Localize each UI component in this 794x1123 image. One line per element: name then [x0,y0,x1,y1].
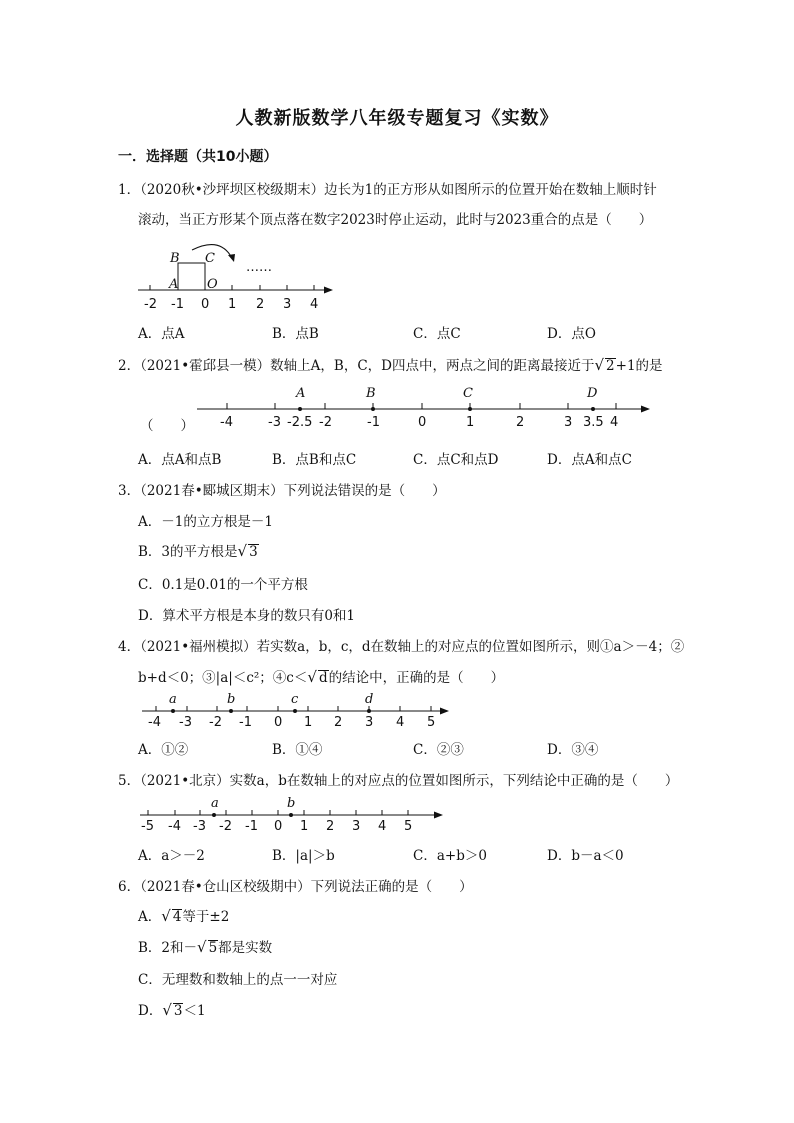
q5-tick-label: 4 [378,819,387,834]
q5-tick-label: 2 [326,819,335,834]
q1-label-O: O [207,277,218,292]
sqrt-icon: √ [594,356,605,374]
q6-option-b-label: B．2和－ [138,940,198,956]
q4-label-b: b [227,692,236,707]
q2-radicand: 2 [606,358,615,374]
q1-tick-label: -1 [171,297,184,312]
q5-tick-label: 0 [274,819,283,834]
q1-label-B: B [170,251,180,266]
q2-tick-label: -3 [268,415,281,430]
q1-square [178,263,205,290]
sqrt-icon: √ [162,1001,172,1019]
sqrt-icon: √ [197,938,207,956]
q2-tick-label: -1 [367,415,380,430]
q4-tick-label: 3 [365,715,374,730]
q1-tick-label: 3 [283,297,292,312]
q1-number-line-figure [130,238,340,313]
q2-tick-label: 3.5 [583,415,604,430]
sqrt-icon: √ [161,907,171,925]
q1-tick-label: 4 [310,297,319,312]
q4-label-a: a [169,692,177,707]
q2-option-a: A．点A和点B [138,452,222,468]
q4-option-a: A．①② [138,742,189,758]
q5-tick-label: -1 [245,819,258,834]
q4-radicand: d [318,670,328,686]
q4-number-line-figure [140,690,452,730]
q6-option-b-text: 都是实数 [218,940,273,956]
q4-tick-label: 5 [427,715,436,730]
q4-label-d: d [365,692,374,707]
q5-tick-label: -4 [168,819,181,834]
q5-option-b: B．|a|＞b [272,848,335,864]
q4-stem-line1: 4．（2021•福州模拟）若实数a，b，c，d在数轴上的对应点的位置如图所示，则①a＞－4；② [118,639,685,655]
q1-option-b: B．点B [272,326,319,342]
q1-tick-label: -2 [144,297,157,312]
page-title: 人教新版数学八年级专题复习《实数》 [235,108,559,129]
q2-option-d: D．点A和点C [547,452,632,468]
q5-tick-label: 5 [404,819,413,834]
q4-option-b: B．①④ [272,742,323,758]
q4-stem-line2-post: 的结论中，正确的是（ ） [328,670,505,686]
sqrt-icon: √ [237,542,248,560]
q4-point-a [171,709,175,713]
q4-option-d: D．③④ [547,742,599,758]
q4-tick-label: -4 [148,715,161,730]
q2-point-C [468,407,472,411]
q3-option-b-text: B．3的平方根是 [138,544,238,560]
q2-point-A [298,407,302,411]
q2-stem-after: +1的是 [615,358,663,374]
sqrt-icon: √ [307,668,317,686]
q3-stem: 3．（2021春•郾城区期末）下列说法错误的是（ ） [118,483,446,499]
q6-option-d [138,999,206,1019]
q3-option-c: C．0.1是0.01的一个平方根 [138,577,308,593]
q1-option-a: A．点A [138,326,185,342]
q5-tick-label: -2 [219,819,232,834]
q1-dots: …… [246,260,272,275]
q2-point-D [591,407,595,411]
q2-tick-label: -2.5 [287,415,313,430]
q1-stem-line2: 滚动，当正方形某个顶点落在数字2023时停止运动，此时与2023重合的点是（ ） [138,212,653,228]
q4-point-c [293,709,297,713]
q4-point-b [229,709,233,713]
q2-tick-label: 2 [516,415,525,430]
q6-option-d-radicand: 3 [173,1003,183,1019]
q2-option-c: C．点C和点D [413,452,499,468]
q4-tick-label: -3 [179,715,192,730]
q1-option-c: C．点C [413,326,461,342]
section-heading: 一．选择题（共10小题） [118,149,278,165]
q3-option-b [138,540,259,560]
q4-tick-label: 1 [304,715,313,730]
q5-tick-label: -3 [193,819,206,834]
q6-option-c: C．无理数和数轴上的点一一对应 [138,972,338,988]
q2-paren: （ ） [140,418,194,434]
q1-tick-label: 2 [256,297,265,312]
q4-tick-label: -1 [239,715,252,730]
q5-ticks [148,810,408,815]
q6-option-d-text: ＜1 [183,1003,206,1019]
q5-point-a [212,813,216,817]
q2-stem [118,354,663,374]
q1-option-d: D．点O [547,326,596,342]
q2-label-B: B [366,386,376,401]
q1-label-C: C [205,251,215,266]
q6-option-a-text: 等于±2 [182,909,230,925]
q6-stem: 6．（2021春•仓山区校级期中）下列说法正确的是（ ） [118,879,473,895]
q5-label-b: b [287,796,296,811]
q4-tick-label: -2 [209,715,222,730]
q5-tick-label: 1 [300,819,309,834]
q5-point-b [289,813,293,817]
q6-option-a-label: A． [138,909,162,925]
q4-label-c: c [291,692,299,707]
q4-stem-line2-pre: b+d＜0；③|a|＜c²；④c＜ [138,670,308,686]
q5-option-c: C．a+b＞0 [413,848,487,864]
q2-tick-label: -4 [220,415,233,430]
q5-stem: 5．（2021•北京）实数a，b在数轴上的对应点的位置如图所示，下列结论中正确的是（ ） [118,773,679,789]
q4-option-c: C．②③ [413,742,464,758]
q5-label-a: a [211,796,219,811]
q2-stem-text: 2．（2021•霍邱县一模）数轴上A，B，C，D四点中，两点之间的距离最接近于 [118,358,595,374]
q6-option-b-radicand: 5 [208,940,218,956]
q4-tick-label: 0 [274,715,283,730]
q4-tick-label: 2 [334,715,343,730]
q2-label-A: A [296,386,306,401]
q1-label-A: A [169,277,179,292]
q6-option-b [138,936,272,956]
q6-option-a-radicand: 4 [172,909,182,925]
q5-option-d: D．b－a＜0 [547,848,624,864]
q6-option-d-label: D． [138,1003,163,1019]
q2-number-line-figure [195,382,655,432]
q2-tick-label: 1 [466,415,475,430]
q2-tick-label: 0 [418,415,427,430]
q2-ticks [227,403,616,409]
q2-option-b: B．点B和点C [272,452,357,468]
q3-option-a: A．－1的立方根是－1 [138,514,273,530]
q2-point-B [371,407,375,411]
q2-tick-label: 3 [564,415,573,430]
q4-tick-label: 4 [396,715,405,730]
q5-number-line-figure [138,794,448,834]
q2-label-D: D [587,386,598,401]
q5-tick-label: 3 [352,819,361,834]
q3-option-d: D．算术平方根是本身的数只有0和1 [138,608,356,624]
q4-stem-line2 [138,666,504,686]
q2-label-C: C [463,386,473,401]
q6-option-a [138,905,229,925]
q1-tick-label: 1 [228,297,237,312]
q4-point-d [367,709,371,713]
q1-tick-label: 0 [201,297,210,312]
q1-stem-line1: 1．（2020秋•沙坪坝区校级期末）边长为1的正方形从如图所示的位置开始在数轴上顺时针 [118,182,657,198]
q3-option-b-radicand: 3 [249,544,258,560]
q5-option-a: A．a＞－2 [138,848,205,864]
q5-tick-label: -5 [141,819,154,834]
q2-tick-label: 4 [610,415,619,430]
q2-tick-label: -2 [319,415,332,430]
